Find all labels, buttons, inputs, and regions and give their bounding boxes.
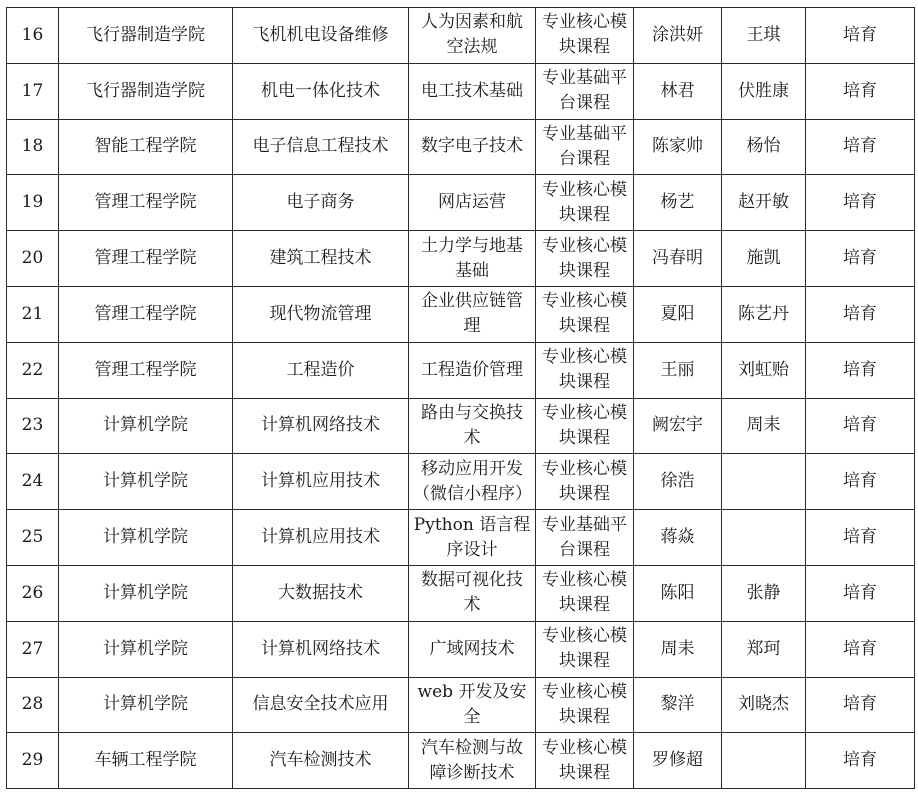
college-cell-text: 管理工程学院 <box>94 248 197 269</box>
major-cell-text: 飞机机电设备维修 <box>252 24 389 45</box>
college-cell-text: 管理工程学院 <box>94 192 197 213</box>
course-name-cell <box>409 8 536 64</box>
status-cell <box>806 63 915 119</box>
major-cell-text: 计算机应用技术 <box>261 471 380 492</box>
status-cell-text: 培育 <box>843 248 877 269</box>
status-cell-text: 培育 <box>843 192 877 213</box>
course-name-cell <box>409 677 536 733</box>
status-cell-text: 培育 <box>843 471 877 492</box>
table-row <box>7 565 915 621</box>
college-cell-text: 车辆工程学院 <box>94 750 197 771</box>
row-number-cell-text: 18 <box>21 136 44 157</box>
course-leader-cell <box>634 231 722 287</box>
major-cell-text: 汽车检测技术 <box>269 750 372 771</box>
course-type-cell <box>536 286 634 342</box>
major-cell <box>233 621 409 677</box>
major-cell-text: 建筑工程技术 <box>269 248 372 269</box>
row-number-cell <box>7 342 59 398</box>
course-leader-cell <box>634 621 722 677</box>
team-member-cell-text: 王琪 <box>746 24 781 45</box>
row-number-cell <box>7 398 59 454</box>
course-type-cell <box>536 621 634 677</box>
row-number-cell <box>7 677 59 733</box>
course-table-container <box>6 7 914 789</box>
team-member-cell <box>722 565 806 621</box>
college-cell <box>59 565 233 621</box>
college-cell <box>59 621 233 677</box>
status-cell <box>806 175 915 231</box>
status-cell <box>806 677 915 733</box>
row-number-cell-text: 28 <box>21 694 44 715</box>
team-member-cell <box>722 286 806 342</box>
course-name-cell <box>409 119 536 175</box>
major-cell <box>233 175 409 231</box>
course-type-cell <box>536 733 634 789</box>
course-leader-cell <box>634 398 722 454</box>
course-leader-cell-text: 徐浩 <box>660 471 695 492</box>
course-name-cell <box>409 231 536 287</box>
course-name-cell <box>409 63 536 119</box>
status-cell <box>806 510 915 566</box>
team-member-cell <box>722 510 806 566</box>
college-cell-text: 计算机学院 <box>103 471 188 492</box>
team-member-cell-text: 陈艺丹 <box>738 303 789 324</box>
row-number-cell <box>7 510 59 566</box>
college-cell-text: 计算机学院 <box>103 527 188 548</box>
course-leader-cell <box>634 454 722 510</box>
status-cell <box>806 398 915 454</box>
status-cell-text: 培育 <box>843 80 877 101</box>
course-name-cell <box>409 398 536 454</box>
table-row <box>7 175 915 231</box>
team-member-cell-text: 赵开敏 <box>738 192 789 213</box>
course-table <box>6 7 915 789</box>
course-name-cell <box>409 175 536 231</box>
college-cell <box>59 510 233 566</box>
course-name-cell <box>409 510 536 566</box>
status-cell-text: 培育 <box>843 694 877 715</box>
major-cell <box>233 8 409 64</box>
college-cell-text: 计算机学院 <box>103 415 188 436</box>
course-name-cell-text: 电工技术基础 <box>421 80 523 101</box>
row-number-cell <box>7 231 59 287</box>
status-cell-text: 培育 <box>843 527 877 548</box>
major-cell <box>233 231 409 287</box>
major-cell <box>233 565 409 621</box>
status-cell <box>806 621 915 677</box>
team-member-cell <box>722 454 806 510</box>
course-leader-cell-text: 陈家帅 <box>652 136 703 157</box>
row-number-cell-text: 21 <box>21 303 44 324</box>
team-member-cell <box>722 175 806 231</box>
major-cell <box>233 286 409 342</box>
row-number-cell-text: 24 <box>21 471 44 492</box>
team-member-cell <box>722 8 806 64</box>
course-type-cell <box>536 510 634 566</box>
course-type-cell <box>536 231 634 287</box>
row-number-cell <box>7 621 59 677</box>
course-leader-cell-text: 罗修超 <box>652 750 703 771</box>
course-name-cell <box>409 342 536 398</box>
course-type-cell <box>536 8 634 64</box>
course-leader-cell-text: 冯春明 <box>652 248 703 269</box>
major-cell-text: 计算机应用技术 <box>261 527 380 548</box>
major-cell <box>233 119 409 175</box>
course-leader-cell-text: 周耒 <box>660 638 695 659</box>
college-cell <box>59 677 233 733</box>
college-cell-text: 计算机学院 <box>103 638 188 659</box>
college-cell <box>59 8 233 64</box>
course-leader-cell <box>634 8 722 64</box>
row-number-cell <box>7 8 59 64</box>
course-name-cell-text: 移动应用开发（微信小程序） <box>413 458 532 504</box>
course-type-cell-text: 专业核心模块课程 <box>542 737 627 783</box>
row-number-cell-text: 16 <box>21 24 44 45</box>
team-member-cell-text: 郑珂 <box>746 638 781 659</box>
status-cell <box>806 8 915 64</box>
major-cell <box>233 510 409 566</box>
team-member-cell-text: 施凯 <box>746 248 781 269</box>
college-cell-text: 管理工程学院 <box>94 303 197 324</box>
college-cell <box>59 175 233 231</box>
team-member-cell-text: 张静 <box>746 582 781 603</box>
course-leader-cell-text: 陈阳 <box>660 582 695 603</box>
course-name-cell <box>409 454 536 510</box>
status-cell-text: 培育 <box>843 750 877 771</box>
row-number-cell <box>7 565 59 621</box>
status-cell-text: 培育 <box>843 24 877 45</box>
course-type-cell-text: 专业核心模块课程 <box>542 570 627 616</box>
course-type-cell-text: 专业核心模块课程 <box>542 179 627 225</box>
table-row <box>7 8 915 64</box>
course-type-cell-text: 专业核心模块课程 <box>542 626 627 672</box>
course-leader-cell <box>634 175 722 231</box>
college-cell <box>59 733 233 789</box>
row-number-cell <box>7 63 59 119</box>
table-row <box>7 733 915 789</box>
row-number-cell-text: 20 <box>21 248 44 269</box>
course-leader-cell <box>634 565 722 621</box>
table-row <box>7 398 915 454</box>
course-name-cell <box>409 621 536 677</box>
status-cell <box>806 286 915 342</box>
course-leader-cell <box>634 510 722 566</box>
table-row <box>7 286 915 342</box>
course-leader-cell-text: 林君 <box>660 80 695 101</box>
status-cell <box>806 119 915 175</box>
course-leader-cell-text: 黎洋 <box>660 694 695 715</box>
course-name-cell-text: Python 语言程序设计 <box>413 514 531 560</box>
table-row <box>7 63 915 119</box>
team-member-cell <box>722 63 806 119</box>
course-leader-cell-text: 阙宏宇 <box>652 415 703 436</box>
table-row <box>7 231 915 287</box>
major-cell-text: 电子信息工程技术 <box>252 136 389 157</box>
course-name-cell-text: 广域网技术 <box>429 638 515 659</box>
course-type-cell <box>536 119 634 175</box>
major-cell-text: 信息安全技术应用 <box>252 694 389 715</box>
course-type-cell-text: 专业核心模块课程 <box>542 12 627 58</box>
college-cell-text: 管理工程学院 <box>94 359 197 380</box>
course-type-cell <box>536 398 634 454</box>
status-cell <box>806 231 915 287</box>
course-leader-cell <box>634 286 722 342</box>
major-cell <box>233 677 409 733</box>
row-number-cell <box>7 286 59 342</box>
course-leader-cell-text: 蒋焱 <box>660 527 695 548</box>
course-leader-cell <box>634 677 722 733</box>
course-leader-cell-text: 杨艺 <box>660 192 695 213</box>
row-number-cell <box>7 454 59 510</box>
course-leader-cell-text: 王丽 <box>660 359 695 380</box>
college-cell <box>59 231 233 287</box>
team-member-cell-text: 刘虹贻 <box>738 359 789 380</box>
course-type-cell <box>536 175 634 231</box>
team-member-cell <box>722 231 806 287</box>
status-cell-text: 培育 <box>843 638 877 659</box>
course-type-cell <box>536 63 634 119</box>
table-row <box>7 454 915 510</box>
course-name-cell <box>409 733 536 789</box>
row-number-cell <box>7 733 59 789</box>
course-name-cell-text: 数字电子技术 <box>421 136 523 157</box>
major-cell <box>233 63 409 119</box>
course-type-cell-text: 专业核心模块课程 <box>542 291 627 337</box>
college-cell <box>59 342 233 398</box>
course-type-cell <box>536 454 634 510</box>
team-member-cell <box>722 733 806 789</box>
row-number-cell-text: 19 <box>21 192 44 213</box>
table-body <box>7 8 915 789</box>
course-name-cell-text: 人为因素和航空法规 <box>421 12 523 58</box>
major-cell <box>233 733 409 789</box>
college-cell <box>59 119 233 175</box>
row-number-cell <box>7 175 59 231</box>
status-cell <box>806 733 915 789</box>
row-number-cell-text: 23 <box>21 415 44 436</box>
status-cell <box>806 342 915 398</box>
course-name-cell-text: 土力学与地基基础 <box>421 235 523 281</box>
row-number-cell-text: 29 <box>21 750 44 771</box>
team-member-cell <box>722 398 806 454</box>
college-cell-text: 计算机学院 <box>103 694 188 715</box>
course-type-cell <box>536 342 634 398</box>
major-cell-text: 现代物流管理 <box>269 303 372 324</box>
status-cell-text: 培育 <box>843 136 877 157</box>
course-leader-cell-text: 涂洪妍 <box>652 24 703 45</box>
course-type-cell-text: 专业核心模块课程 <box>542 347 627 393</box>
course-leader-cell <box>634 342 722 398</box>
course-name-cell-text: 数据可视化技术 <box>421 570 523 616</box>
table-row <box>7 677 915 733</box>
course-type-cell-text: 专业基础平台课程 <box>542 123 627 169</box>
status-cell <box>806 565 915 621</box>
row-number-cell <box>7 119 59 175</box>
team-member-cell-text: 杨怡 <box>746 136 781 157</box>
row-number-cell-text: 17 <box>21 80 44 101</box>
row-number-cell-text: 27 <box>21 638 44 659</box>
major-cell-text: 计算机网络技术 <box>261 638 380 659</box>
team-member-cell-text: 刘晓杰 <box>738 694 789 715</box>
table-row <box>7 342 915 398</box>
team-member-cell-text: 伏胜康 <box>738 80 789 101</box>
team-member-cell <box>722 621 806 677</box>
college-cell <box>59 63 233 119</box>
major-cell-text: 大数据技术 <box>278 582 363 603</box>
status-cell <box>806 454 915 510</box>
course-type-cell-text: 专业基础平台课程 <box>542 68 627 114</box>
course-type-cell-text: 专业基础平台课程 <box>542 514 627 560</box>
course-name-cell-text: 企业供应链管理 <box>421 291 523 337</box>
major-cell <box>233 342 409 398</box>
course-type-cell <box>536 565 634 621</box>
course-name-cell-text: 路由与交换技术 <box>421 402 523 448</box>
table-row <box>7 119 915 175</box>
course-name-cell <box>409 565 536 621</box>
major-cell-text: 工程造价 <box>286 359 355 380</box>
course-name-cell-text: 汽车检测与故障诊断技术 <box>421 737 523 783</box>
course-type-cell-text: 专业核心模块课程 <box>542 235 627 281</box>
status-cell-text: 培育 <box>843 303 877 324</box>
status-cell-text: 培育 <box>843 415 877 436</box>
major-cell <box>233 398 409 454</box>
course-type-cell-text: 专业核心模块课程 <box>542 458 627 504</box>
college-cell-text: 飞行器制造学院 <box>86 80 205 101</box>
major-cell-text: 机电一体化技术 <box>261 80 380 101</box>
team-member-cell <box>722 119 806 175</box>
team-member-cell-text: 周耒 <box>746 415 781 436</box>
college-cell <box>59 454 233 510</box>
college-cell-text: 智能工程学院 <box>94 136 197 157</box>
course-name-cell-text: web 开发及安全 <box>417 681 527 727</box>
course-leader-cell <box>634 119 722 175</box>
row-number-cell-text: 25 <box>21 527 44 548</box>
row-number-cell-text: 22 <box>21 359 44 380</box>
table-row <box>7 621 915 677</box>
course-name-cell-text: 工程造价管理 <box>421 359 523 380</box>
course-type-cell-text: 专业核心模块课程 <box>542 402 627 448</box>
college-cell-text: 计算机学院 <box>103 582 188 603</box>
course-leader-cell-text: 夏阳 <box>660 303 695 324</box>
college-cell <box>59 398 233 454</box>
row-number-cell-text: 26 <box>21 582 44 603</box>
status-cell-text: 培育 <box>843 582 877 603</box>
team-member-cell <box>722 342 806 398</box>
course-name-cell <box>409 286 536 342</box>
course-leader-cell <box>634 63 722 119</box>
table-row <box>7 510 915 566</box>
course-leader-cell <box>634 733 722 789</box>
team-member-cell <box>722 677 806 733</box>
course-type-cell-text: 专业核心模块课程 <box>542 681 627 727</box>
major-cell <box>233 454 409 510</box>
major-cell-text: 计算机网络技术 <box>261 415 380 436</box>
status-cell-text: 培育 <box>843 359 877 380</box>
college-cell <box>59 286 233 342</box>
college-cell-text: 飞行器制造学院 <box>86 24 205 45</box>
major-cell-text: 电子商务 <box>286 192 355 213</box>
course-name-cell-text: 网店运营 <box>438 192 506 213</box>
course-type-cell <box>536 677 634 733</box>
